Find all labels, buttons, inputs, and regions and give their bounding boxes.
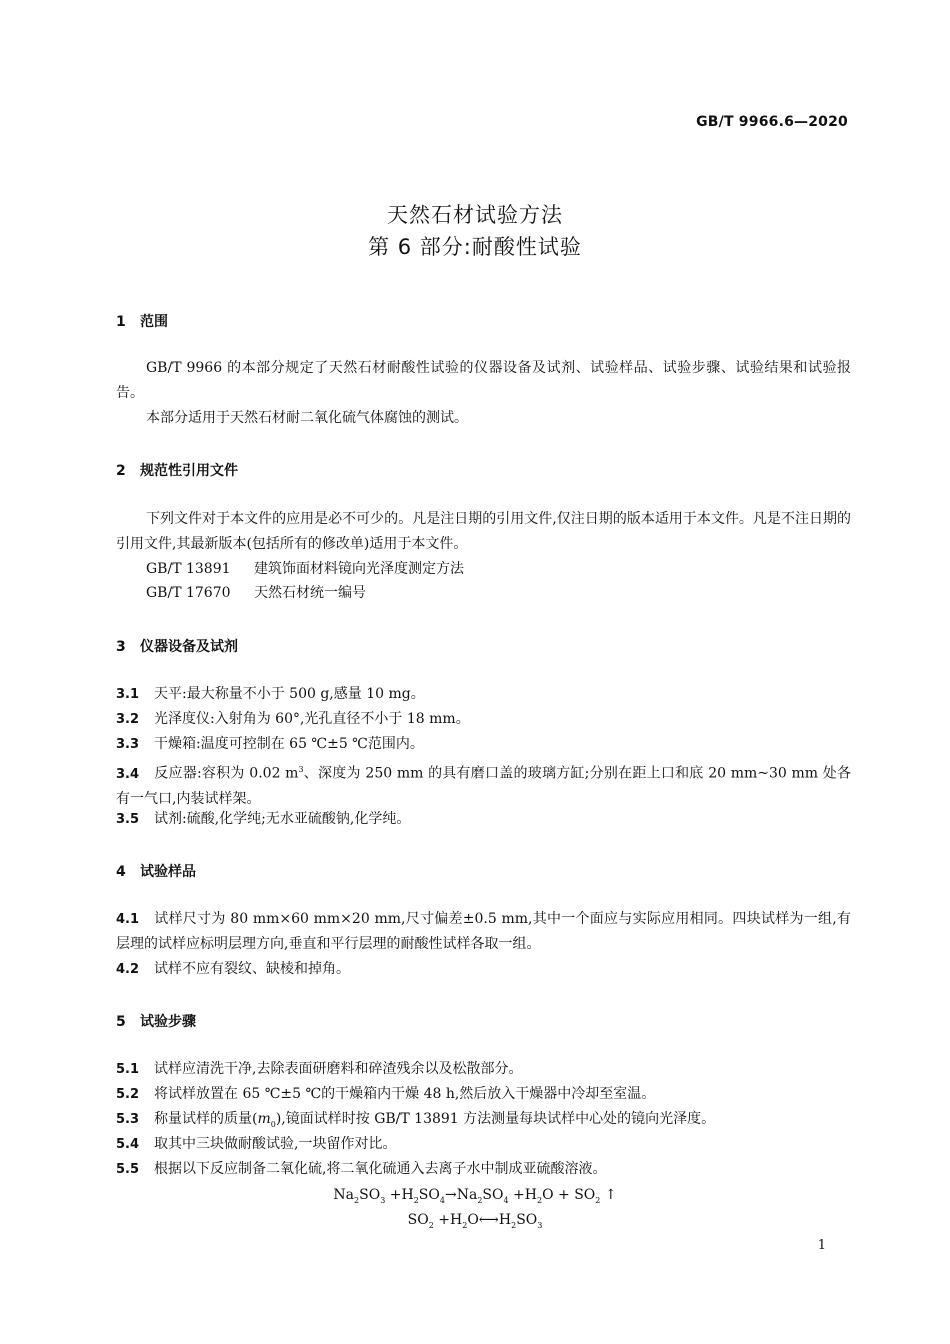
section-1-paragraph-1: GB/T 9966 的本部分规定了天然石材耐酸性试验的仪器设备及试剂、试验样品、试验步骤、试验结果和试验报告。	[116, 360, 851, 401]
reference-title: 建筑饰面材料镜向光泽度测定方法	[254, 561, 464, 577]
section-5-heading	[116, 1011, 196, 1031]
clause-text: 取其中三块做耐酸试验,一块留作对比。	[154, 1136, 397, 1152]
clause-5-4	[116, 1132, 851, 1157]
page-number: 1	[817, 1238, 826, 1253]
clause-number: 3.4	[116, 766, 140, 782]
document-title: 天然石材试验方法	[387, 203, 563, 227]
equation-sulfurous-acid-formation: $SO_2$ $+H_2O⟷H_2SO_3$	[407, 1212, 543, 1230]
clause-number: 3.5	[116, 812, 140, 827]
section-title: 仪器设备及试剂	[140, 639, 238, 655]
clause-number: 3.2	[116, 712, 140, 727]
section-1-heading	[116, 311, 168, 331]
section-number: 2	[116, 463, 126, 479]
reference-item	[146, 557, 881, 582]
clause-text: 天平:最大称量不小于 500 g,感量 10 mg。	[154, 686, 425, 702]
reaction-arrow-icon: →	[444, 1187, 457, 1203]
section-title: 范围	[140, 314, 168, 330]
section-number: 1	[116, 314, 126, 330]
clause-number: 4.1	[116, 912, 140, 927]
clause-text: 干燥箱:温度可控制在 65 ℃±5 ℃范围内。	[154, 736, 424, 752]
clause-text: 称量试样的质量(	[154, 1111, 258, 1127]
clause-text: 反应器:容积为 0.02 m	[154, 765, 299, 782]
clause-3-2	[116, 707, 851, 732]
clause-text: 光泽度仪:入射角为 60°,光孔直径不小于 18 mm。	[154, 711, 470, 727]
clause-3-1	[116, 682, 851, 707]
reference-code: GB/T 17670	[146, 585, 231, 601]
clause-text: 试样尺寸为 80 mm×60 mm×20 mm,尺寸偏差±0.5 mm,其中一个面应与实际应用相同。四块试样为一组,有层理的试样应标明层理方向,垂直和平行层理的耐酸性试样各取一组。	[116, 911, 851, 952]
clause-number: 3.3	[116, 737, 140, 752]
reference-title: 天然石材统一编号	[254, 585, 366, 601]
section-3-heading	[116, 636, 238, 656]
section-4-heading	[116, 861, 196, 881]
section-number: 3	[116, 639, 126, 655]
clause-number: 5.1	[116, 1062, 140, 1077]
superscript: 3	[298, 765, 304, 774]
clause-text: ),镜面试样时按 GB/T 13891 方法测量每块试样中心处的镜向光泽度。	[275, 1111, 716, 1127]
clause-text: 将试样放置在 65 ℃±5 ℃的干燥箱内干燥 48 h,然后放入干燥器中冷却至室温。	[154, 1086, 656, 1102]
clause-text: 试样应清洗干净,去除表面研磨料和碎渣残余以及松散部分。	[154, 1061, 523, 1077]
clause-3-5	[116, 807, 851, 832]
equation-sulfur-dioxide-generation: $Na_2SO_3 +H_2SO_4\to Na_2SO_4 +H_2O + SO_2$ ↑	[333, 1187, 617, 1205]
mass-variable: m	[257, 1111, 271, 1127]
gas-arrow-icon: ↑	[604, 1187, 617, 1203]
section-title: 试验步骤	[140, 1014, 196, 1030]
clause-5-5	[116, 1157, 851, 1182]
clause-number: 5.5	[116, 1162, 140, 1177]
clause-text: 试剂:硫酸,化学纯;无水亚硫酸钠,化学纯。	[154, 811, 411, 827]
section-title: 试验样品	[140, 864, 196, 880]
clause-3-4	[116, 757, 851, 812]
clause-text: 、深度为 250 mm 的具有磨口盖的玻璃方缸;分别在距上口和底 20 mm~30 mm 处各有一气口,内装试样架。	[116, 765, 851, 807]
section-2-heading	[116, 460, 238, 480]
clause-number: 3.1	[116, 687, 140, 702]
section-1-paragraph-2: 本部分适用于天然石材耐二氧化硫气体腐蚀的测试。	[146, 410, 468, 426]
clause-text: 试样不应有裂纹、缺棱和掉角。	[154, 961, 350, 977]
reference-code: GB/T 13891	[146, 561, 231, 577]
section-2-paragraph-1: 下列文件对于本文件的应用是必不可少的。凡是注日期的引用文件,仅注日期的版本适用于本文件。凡是不注日期的引用文件,其最新版本(包括所有的修改单)适用于本文件。	[116, 511, 851, 552]
equilibrium-arrow-icon: ⟷	[478, 1212, 499, 1228]
clause-number: 4.2	[116, 962, 140, 977]
clause-text: 根据以下反应制备二氧化硫,将二氧化硫通入去离子水中制成亚硫酸溶液。	[154, 1161, 607, 1177]
reference-item	[146, 581, 881, 606]
clause-4-1	[116, 907, 851, 957]
clause-4-2	[116, 957, 851, 982]
section-title: 规范性引用文件	[140, 463, 238, 479]
clause-5-1	[116, 1057, 851, 1082]
clause-3-3	[116, 732, 851, 757]
section-number: 5	[116, 1014, 126, 1030]
standard-code: GB/T 9966.6—2020	[696, 114, 848, 130]
document-subtitle: 第 6 部分:耐酸性试验	[368, 235, 582, 259]
clause-number: 5.4	[116, 1137, 140, 1152]
section-number: 4	[116, 864, 126, 880]
clause-number: 5.3	[116, 1112, 140, 1127]
clause-5-2	[116, 1082, 851, 1107]
subscript: 0	[270, 1119, 276, 1129]
clause-number: 5.2	[116, 1087, 140, 1102]
